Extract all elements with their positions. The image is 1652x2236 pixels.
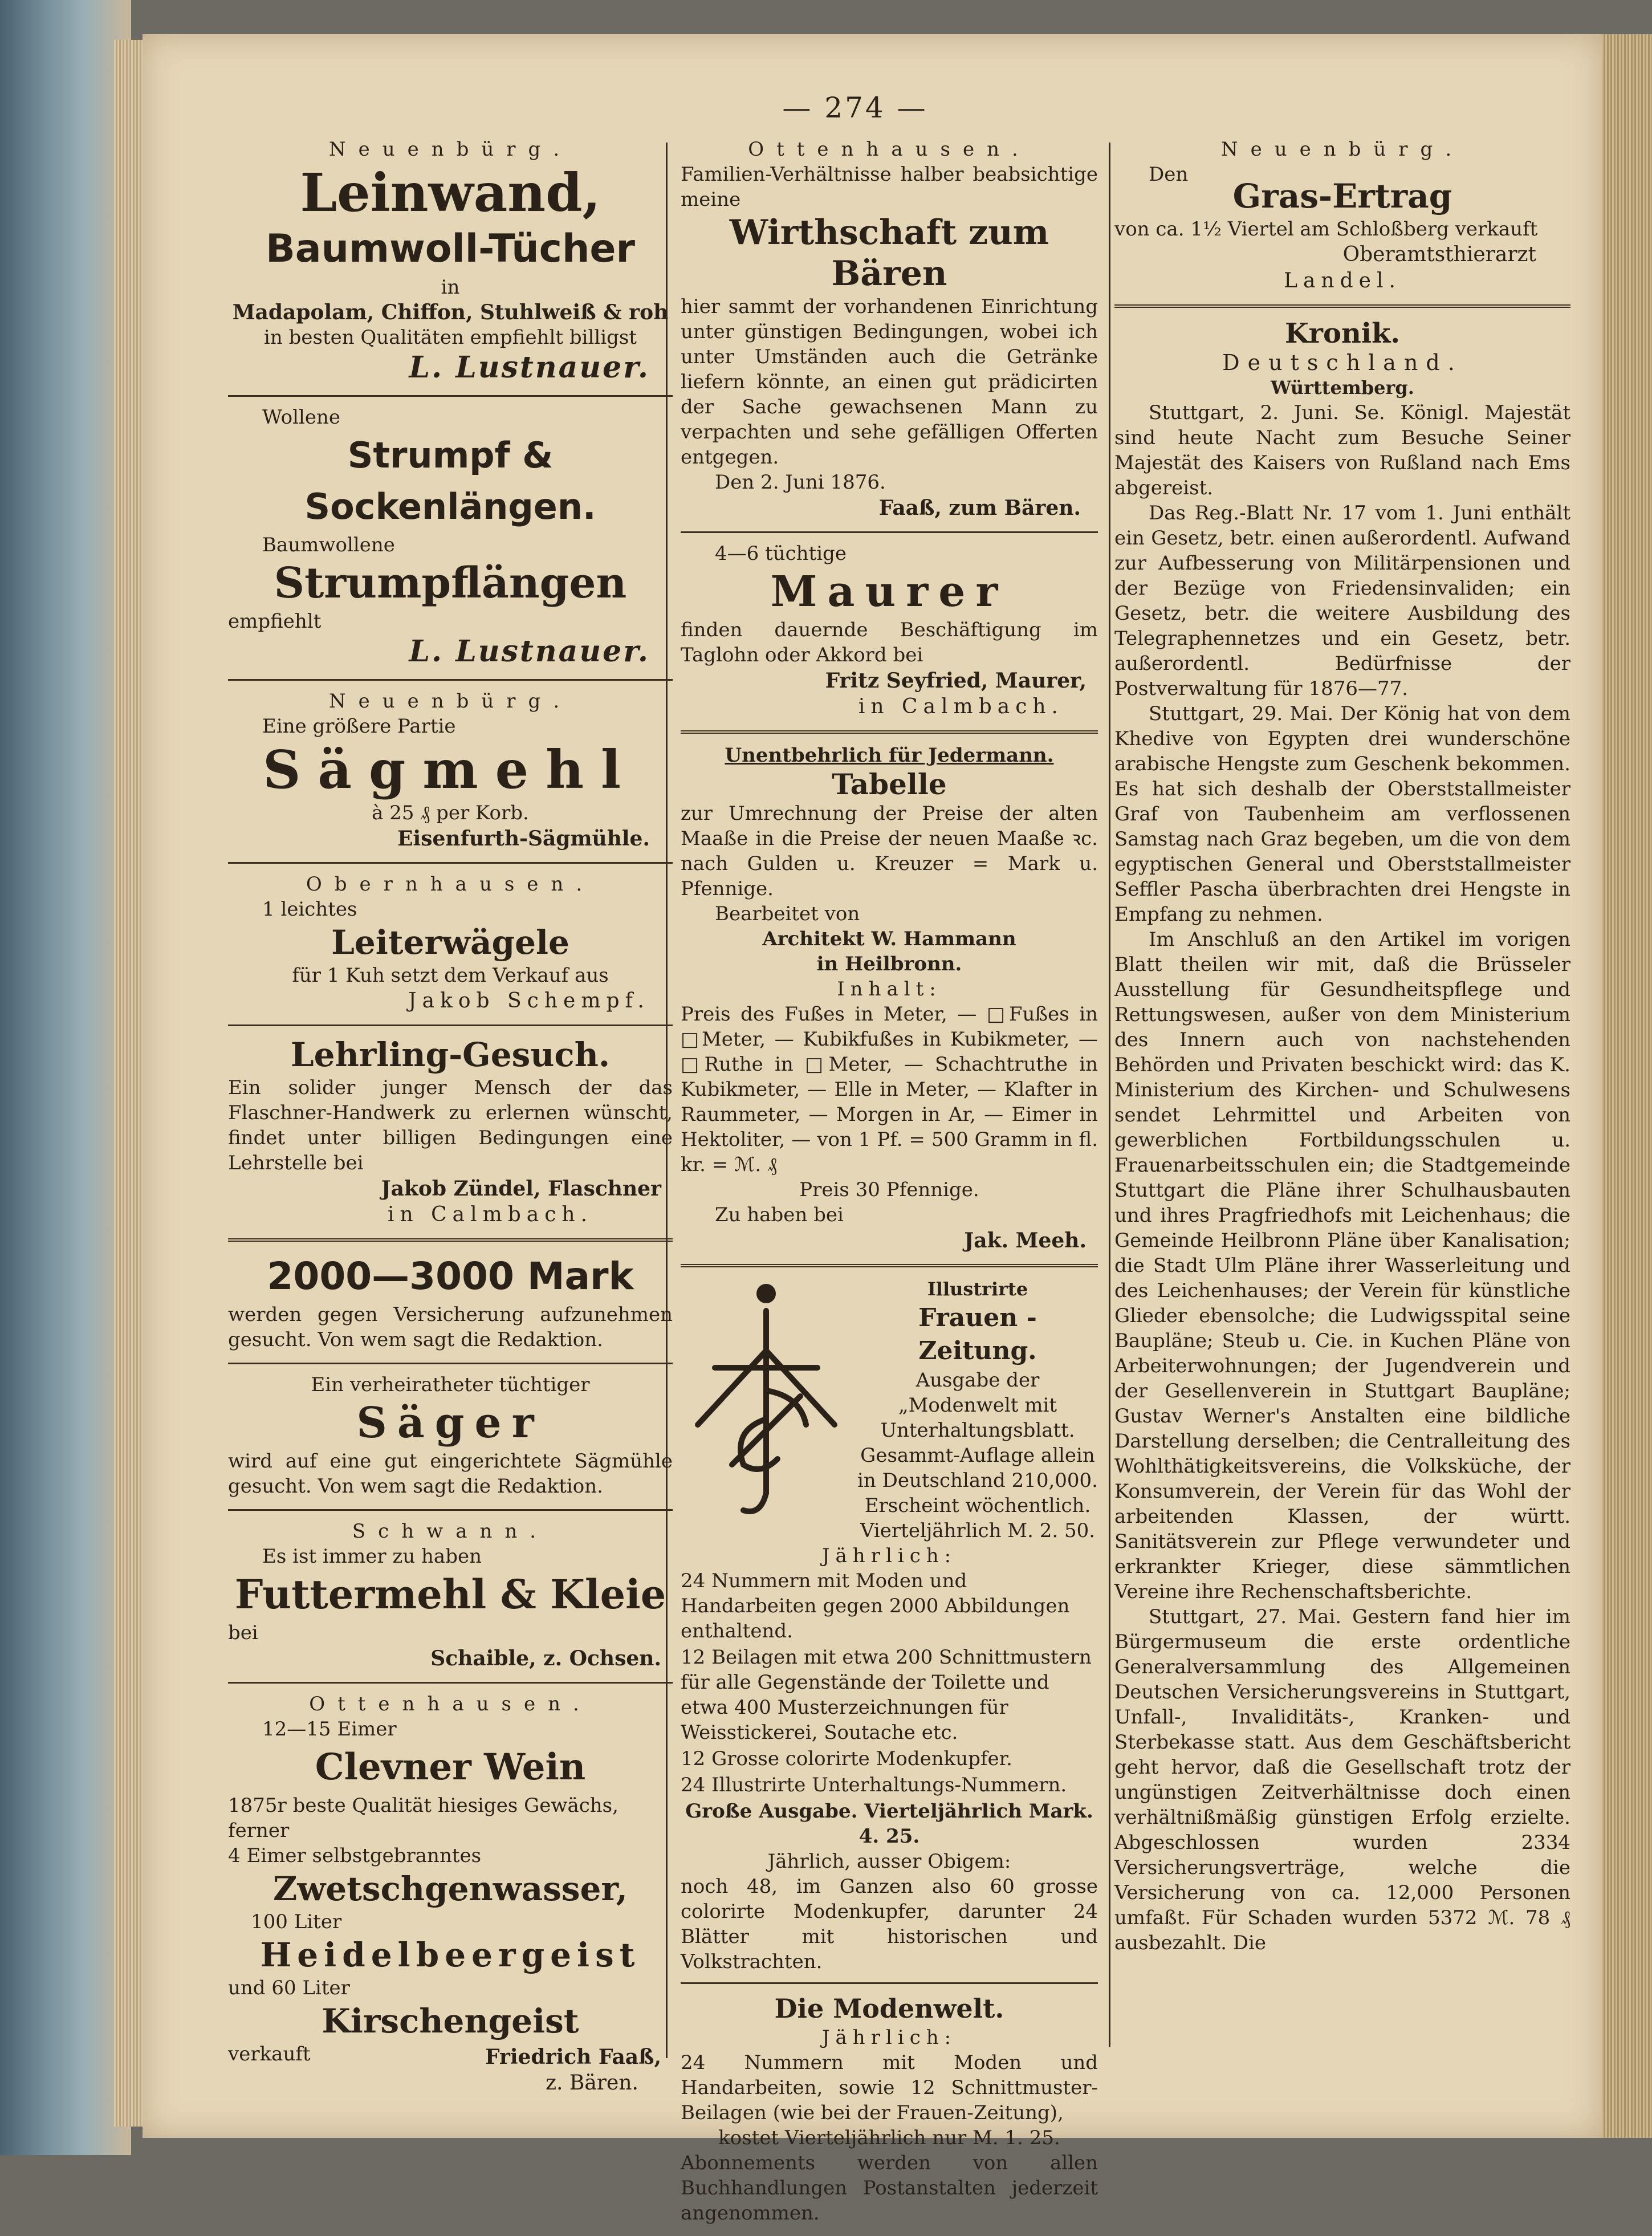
ad-text: 1 leichtes	[262, 898, 357, 921]
ad-text: Ein solider junger Mensch der das Flaschner-Handwerk zu erlernen wünscht, findet unter billigen Bedingungen eine Lehrstelle bei	[228, 1076, 673, 1174]
ad-text: Familien-Verhältnisse halber beabsichtige meine	[681, 163, 1098, 211]
ad-text: wird auf eine gut eingerichtete Sägmühle gesucht. Von wem sagt die Redaktion.	[228, 1450, 673, 1498]
divider	[228, 679, 673, 681]
ad-text: Zu haben bei	[715, 1204, 844, 1226]
ad-signature: in Calmbach.	[858, 695, 1064, 718]
divider	[228, 1363, 673, 1364]
ad-text: Preis des Fußes in Meter, — □Fußes in □Meter, — Kubikfußes in Kubikmeter, — □Ruthe in □Meter, — Schachtruthe in Kubikmeter, — Elle in Meter, — Klafter in Raummeter, — Morgen in Ar, — Eimer in Hektoliter, — von 1 Pf. = 500 Gramm in fl. kr. = ℳ. ₰	[681, 1003, 1098, 1176]
ad-signature: Landel.	[1284, 269, 1401, 292]
ad-text: Es ist immer zu haben	[262, 1545, 482, 1568]
fore-edge-pages	[1602, 34, 1652, 2138]
ad-item-list	[681, 1568, 1098, 1798]
ad-signature: Friedrich Faaß,	[485, 2045, 661, 2069]
ad-title: Säger	[356, 1398, 544, 1448]
ad-text: von ca. 1½ Viertel am Schloßberg verkauft	[1114, 218, 1538, 241]
ad-signature: Schaible, z. Ochsen.	[430, 1646, 661, 1670]
ad-title: Sägmehl	[262, 739, 638, 800]
ad-place: Neuenbürg.	[328, 138, 572, 161]
ad-text: bei	[228, 1621, 258, 1644]
ad-strumpf	[228, 405, 673, 669]
ad-title: Maurer	[770, 567, 1008, 616]
ad-signature: Faaß, zum Bären.	[878, 496, 1081, 520]
ad-heading: Jährlich:	[821, 1544, 957, 1567]
ad-place: Neuenbürg.	[328, 690, 572, 713]
ad-text: und 60 Liter	[228, 1977, 350, 1999]
ad-title: Die Modenwelt.	[774, 1993, 1004, 2024]
divider	[228, 1238, 673, 1242]
ad-text: 4—6 tüchtige	[715, 542, 847, 565]
divider	[681, 1982, 1098, 1984]
ad-signature: z. Bären.	[546, 2071, 638, 2095]
ad-signature: Jakob Zündel, Flaschner	[381, 1177, 661, 1201]
ad-text: 4 Eimer selbstgebranntes	[228, 1844, 482, 1867]
ad-wein	[228, 1692, 673, 2096]
ad-text: ferner	[228, 1819, 290, 1842]
ad-text: kostet Vierteljährlich nur M. 1. 25.	[718, 2127, 1060, 2149]
ad-title: Kirschengeist	[322, 2002, 579, 2040]
ad-text: finden dauernde Beschäftigung im Taglohn oder Akkord bei	[681, 619, 1098, 666]
ad-leiterwaegele	[228, 872, 673, 1014]
ad-price: Preis 30 Pfennige.	[799, 1178, 979, 1201]
divider	[228, 862, 673, 864]
ad-text: Bearbeitet von	[715, 902, 860, 925]
ad-author: Architekt W. Hammann	[762, 928, 1016, 950]
ad-text: Große Ausgabe. Vierteljährlich Mark. 4. 25.	[685, 1800, 1093, 1848]
section-title: Kronik.	[1284, 318, 1401, 349]
ad-text: werden gegen Versicherung aufzunehmen gesucht. Von wem sagt die Redaktion.	[228, 1303, 673, 1351]
column-3	[1114, 137, 1570, 1956]
ad-gras-ertrag	[1114, 137, 1570, 294]
ad-place: Neuenbürg.	[1220, 138, 1464, 161]
ad-text: 100 Liter	[251, 1910, 342, 1933]
ad-date: Den 2. Juni 1876.	[715, 471, 886, 494]
ad-title: Strumpf & Sockenlängen.	[304, 434, 596, 527]
ad-text: Den	[1149, 163, 1189, 186]
divider	[228, 1682, 673, 1684]
ad-maurer	[681, 541, 1098, 720]
ad-text: 24 Nummern mit Moden und Handarbeiten, sowie 12 Schnittmuster-Beilagen (wie bei der Frauen-Zeitung),	[681, 2051, 1098, 2124]
ad-title: 2000—3000 Mark	[267, 1254, 634, 1298]
ad-text: Wollene	[262, 406, 340, 429]
ad-text: Ausgabe der „Modenwelt mit Unterhaltungsblatt.	[880, 1369, 1075, 1442]
ad-title: Leiterwägele	[331, 923, 569, 962]
ad-place: Schwann.	[352, 1520, 549, 1543]
list-item: 24 Nummern mit Moden und Handarbeiten gegen 2000 Abbildungen enthaltend.	[681, 1570, 1070, 1643]
ad-title: Gras-Ertrag	[1232, 177, 1452, 216]
ad-lehrling	[228, 1034, 673, 1228]
ad-text: noch 48, im Ganzen also 60 grosse colorirte Modenkupfer, darunter 24 Blätter mit historischen und Volkstrachten.	[681, 1875, 1098, 1973]
ad-text: 1875r beste Qualität hiesiges Gewächs,	[228, 1794, 619, 1817]
section-subtitle: Württemberg.	[1271, 377, 1414, 399]
ad-title: Frauen - Zeitung.	[918, 1303, 1037, 1365]
ad-place: Ottenhausen.	[309, 1693, 592, 1715]
ad-title: Lehrling-Gesuch.	[290, 1035, 611, 1074]
list-item: 12 Beilagen mit etwa 200 Schnittmustern für alle Gegenstände der Toilette und etwa 400 Musterzeichnungen für Weisstickerei, Soutache etc.	[681, 1646, 1092, 1744]
ad-title: Clevner Wein	[315, 1746, 586, 1788]
news-chronicle	[1114, 317, 1570, 1956]
list-item: 12 Grosse colorirte Modenkupfer.	[681, 1747, 1012, 1770]
news-paragraph: Das Reg.-Blatt Nr. 17 vom 1. Juni enthält ein Gesetz, betr. einen außerordentl. Aufwand zur Aufbesserung von Militärpensionen und der Bezüge von Friedensinvaliden; ein Gesetz, betr. die weitere Ausbildung des Telegraphennetzes und ein Gesetz, betr. außerordentl. Bedürfnisse der Postverwaltung für 1876—77.	[1114, 502, 1570, 700]
ad-text: in besten Qualitäten empfiehlt billigst	[264, 326, 637, 349]
book-binding	[0, 0, 131, 2155]
page-number: — 274 —	[782, 91, 928, 124]
ad-text: in Heilbronn.	[816, 953, 962, 975]
ad-text: Jährlich, ausser Obigem:	[767, 1850, 1011, 1873]
ad-text: Erscheint wöchentlich.	[864, 1494, 1091, 1517]
ad-title: Zwetschgenwasser,	[273, 1869, 628, 1908]
news-paragraph: Im Anschluß an den Artikel im vorigen Blatt theilen wir mit, daß die Brüsseler Ausstellung für Gesundheitspflege und Rettungswesen, außer von dem Ministerium des Innern auch von nachstehenden Behörden und Privaten beschickt wird: das K. Ministerium des Kirchen- und Schulwesens sendet Lehrmittel und Arbeiten von gewerblichen Fortbildungsschulen u. Frauenarbeitsschulen ein; die Stadtgemeinde Stuttgart die Pläne ihrer Schulhausbauten und ihres Pragfriedhofs mit Leichenhaus; die Gemeinde Heilbronn Pläne über Kanalisation; die Stadt Ulm Pläne ihrer Wasserleitung und des Leichenhauses; der Verein für künstliche Glieder ebensolche; die Ludwigsspital seine Baupläne; Steub u. Cie. in Kuchen Pläne von Arbeiterwohnungen; der Jugendverein und der Gesellenverein in Stuttgart Baupläne; Gustav Werner's Anstalten eine bildliche Darstellung derselben; die Centralleitung des Wohlthätigkeitsvereins, die Volksküche, der Konsumverein, der Verein für das Wohl der arbeitenden Klassen, der württ. Sanitätsverein zur Pflege verwundeter und erkrankter Krieger, diese sämmtlichen Vereine ihre Rechenschaftsberichte.	[1114, 928, 1570, 1603]
section-subtitle: Deutschland.	[1222, 350, 1463, 375]
ad-signature: Jak. Meeh.	[964, 1229, 1087, 1253]
ad-signature: Oberamtsthierarzt	[1342, 243, 1536, 266]
divider	[1114, 304, 1570, 308]
ad-signature: Jakob Schempf.	[408, 989, 650, 1013]
column-1	[228, 137, 673, 2107]
ad-heading: Illustrirte	[927, 1278, 1028, 1300]
ad-title: Baumwoll-Tücher	[265, 226, 636, 271]
ad-text: in	[441, 276, 460, 299]
ad-text: zur Umrechnung der Preise der alten Maaße in die Preise der neuen Maaße ꝛc. nach Gulden u. Kreuzer = Mark u. Pfennige.	[681, 802, 1098, 900]
ad-text: Vierteljährlich M. 2. 50.	[860, 1519, 1096, 1542]
ad-text: für 1 Kuh setzt dem Verkauf aus	[292, 964, 609, 987]
ad-saegmehl	[228, 689, 673, 852]
ad-signature: L. Lustnauer.	[409, 350, 650, 385]
divider	[681, 730, 1098, 734]
ad-leinwand	[228, 137, 673, 385]
ad-heading: Jährlich:	[821, 2026, 957, 2049]
ad-text: Baumwollene	[262, 534, 395, 556]
ad-text: Eine größere Partie	[262, 715, 456, 738]
ad-text: Madapolam, Chiffon, Stuhlweiß & roh	[232, 300, 669, 324]
list-item: 24 Illustrirte Unterhaltungs-Nummern.	[681, 1774, 1067, 1796]
ad-title: Wirthschaft zum Bären	[729, 213, 1049, 294]
ad-text: Abonnements werden von allen Buchhandlungen Postanstalten jederzeit angenommen.	[681, 2152, 1098, 2225]
ad-text: Ein verheiratheter tüchtiger	[311, 1373, 590, 1396]
ad-signature: in Calmbach.	[387, 1203, 593, 1226]
ad-title: Strumpflängen	[274, 559, 627, 608]
ad-title: Tabelle	[832, 767, 947, 801]
ad-mark	[228, 1251, 673, 1352]
ad-title: Futtermehl & Kleie	[234, 1571, 666, 1618]
ad-frauen-zeitung	[681, 1276, 1098, 2226]
divider	[681, 1264, 1098, 1267]
ad-text: Gesammt-Auflage allein in Deutschland 210,000.	[857, 1444, 1098, 1492]
ad-signature: L. Lustnauer.	[409, 634, 650, 669]
divider	[228, 395, 673, 397]
news-paragraph: Stuttgart, 27. Mai. Gestern fand hier im Bürgermuseum die erste ordentliche Generalversammlung des Allgemeinen Deutschen Versicherungsvereins in Stuttgart, Unfall-, Invaliditäts-, Kranken- und Sterbekasse statt. Aus dem Geschäftsbericht geht hervor, daß die Gesellschaft trotz der ungünstigen Zeitverhältnisse doch einen verhältnißmäßig günstigen Erfolg erzielte. Abgeschlossen wurden 2334 Versicherungsverträge, welche die Versicherung von ca. 12,000 Personen umfaßt. Für Schaden wurden 5372 ℳ. 78 ₰ ausbezahlt. Die	[1114, 1605, 1570, 1954]
divider	[228, 1509, 673, 1511]
ad-title: Leinwand,	[300, 162, 601, 223]
ad-text: 12—15 Eimer	[262, 1718, 397, 1741]
ad-place: Obernhausen.	[306, 873, 595, 896]
ad-text: à 25 ₰ per Korb.	[372, 802, 529, 824]
divider	[681, 531, 1098, 533]
ad-saeger	[228, 1372, 673, 1499]
fashion-monogram-logo	[681, 1276, 846, 1527]
news-paragraph: Stuttgart, 2. Juni. Se. Königl. Majestät sind heute Nacht zum Besuche Seiner Majestät des Kaisers von Rußland nach Ems abgereist.	[1114, 401, 1570, 499]
ad-signature: Fritz Seyfried, Maurer,	[825, 669, 1087, 693]
ad-heading: Inhalt:	[837, 978, 942, 1001]
ad-text: empfiehlt	[228, 610, 322, 633]
ad-title: Heidelbeergeist	[260, 1936, 641, 1974]
ad-heading: Unentbehrlich für Jedermann.	[725, 744, 1054, 767]
news-paragraph: Stuttgart, 29. Mai. Der König hat von dem Khedive von Egypten drei wunderschöne arabische Hengste zum Geschenk bekommen. Es hat sich deshalb der Oberststallmeister Graf von Taubenheim am verflossenen Samstag nach Graz begeben, um die von dem egyptischen General und Oberststallmeister Seffler Pascha überbrachten drei Hengste in Empfang zu nehmen.	[1114, 702, 1570, 926]
ad-futtermehl	[228, 1519, 673, 1672]
ad-tabelle	[681, 743, 1098, 1254]
ad-text: verkauft	[228, 2043, 311, 2066]
ad-text: hier sammt der vorhandenen Einrichtung unter günstigen Bedingungen, wobei ich unter Umständen auch die Getränke liefern könnte, an einen gut prädicirten der Sache gewachsenen Mann zu verpachten und sehe gefälligen Offerten entgegen.	[681, 295, 1098, 469]
ad-wirthschaft	[681, 137, 1098, 521]
ad-signature: Eisenfurth-Sägmühle.	[397, 827, 650, 851]
divider	[228, 1025, 673, 1026]
ad-place: Ottenhausen.	[748, 138, 1031, 161]
column-divider-2	[1109, 143, 1110, 2047]
column-2	[673, 137, 1106, 2236]
